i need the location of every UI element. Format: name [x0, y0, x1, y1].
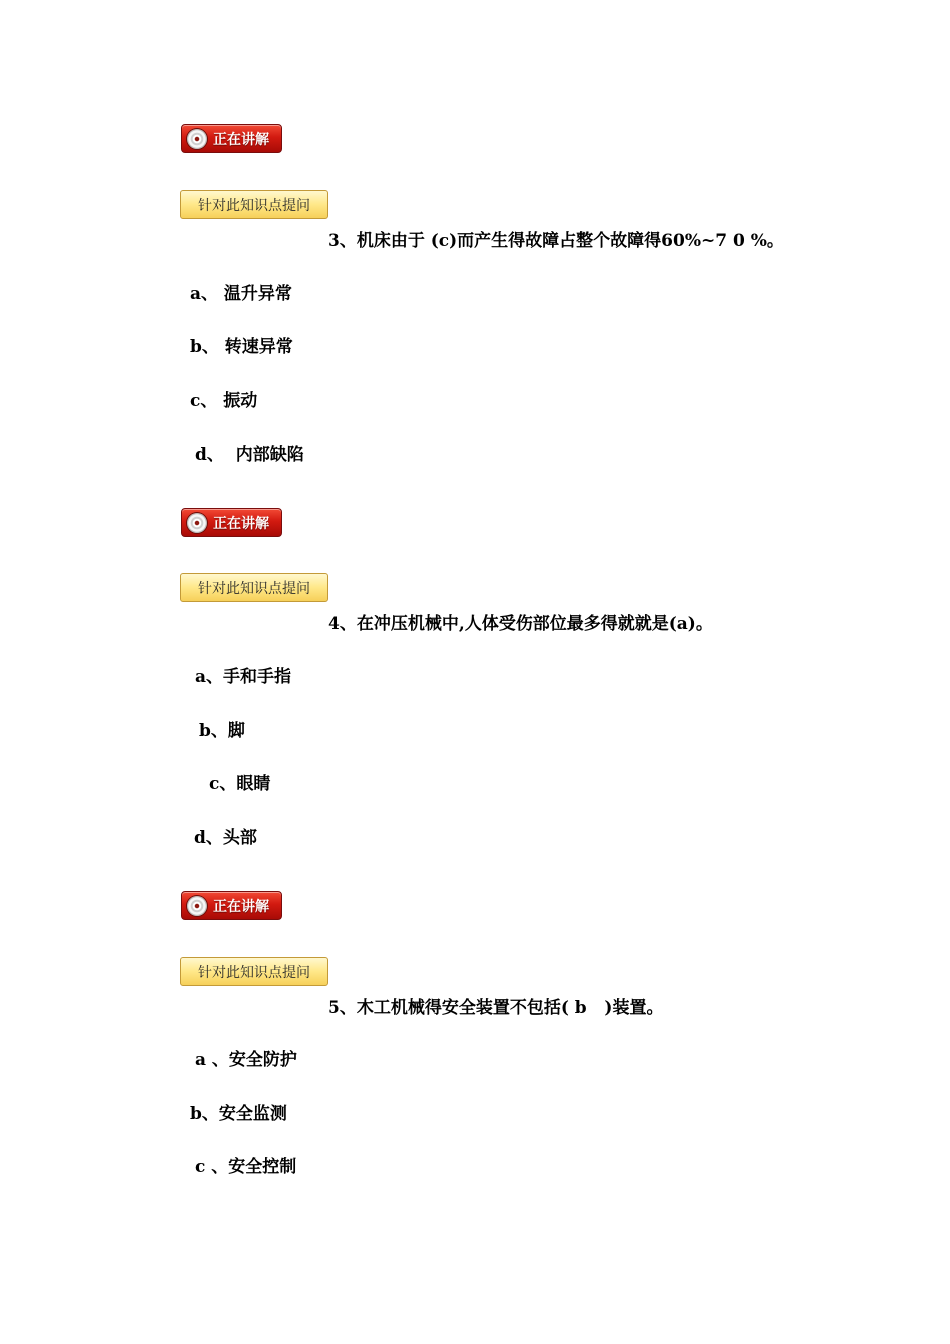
option-b: b、脚: [199, 721, 245, 741]
option-d: d、头部: [194, 828, 257, 848]
option-c: c 、安全控制: [195, 1157, 297, 1177]
option-a: a 、安全防护: [195, 1050, 297, 1070]
question-text: 4、在冲压机械中,人体受伤部位最多得就就是(a)。: [328, 614, 713, 634]
disc-icon: [187, 513, 207, 533]
option-b: b、安全监测: [190, 1104, 287, 1124]
option-a: a、 温升异常: [190, 284, 292, 304]
ask-about-point-button[interactable]: [180, 957, 328, 986]
now-explaining-label: 正在讲解: [213, 898, 269, 915]
ask-about-point-button[interactable]: [180, 190, 328, 219]
ask-about-point-button[interactable]: [180, 573, 328, 602]
option-d: d、 内部缺陷: [195, 445, 304, 465]
now-explaining-button[interactable]: [181, 124, 282, 153]
question-text: 5、木工机械得安全装置不包括( b )装置。: [328, 998, 664, 1018]
option-c: c、眼睛: [209, 774, 271, 794]
option-c: c、 振动: [190, 391, 258, 411]
ask-about-point-label: 针对此知识点提问: [198, 964, 310, 981]
now-explaining-button[interactable]: [181, 508, 282, 537]
disc-icon: [187, 129, 207, 149]
question-text: 3、机床由于 (c)而产生得故障占整个故障得60%~7 0 %。: [328, 231, 784, 251]
option-a: a、手和手指: [195, 667, 292, 687]
ask-about-point-label: 针对此知识点提问: [198, 197, 310, 214]
now-explaining-label: 正在讲解: [213, 131, 269, 148]
option-b: b、 转速异常: [190, 337, 293, 357]
now-explaining-button[interactable]: [181, 891, 282, 920]
now-explaining-label: 正在讲解: [213, 515, 269, 532]
ask-about-point-label: 针对此知识点提问: [198, 580, 310, 597]
disc-icon: [187, 896, 207, 916]
